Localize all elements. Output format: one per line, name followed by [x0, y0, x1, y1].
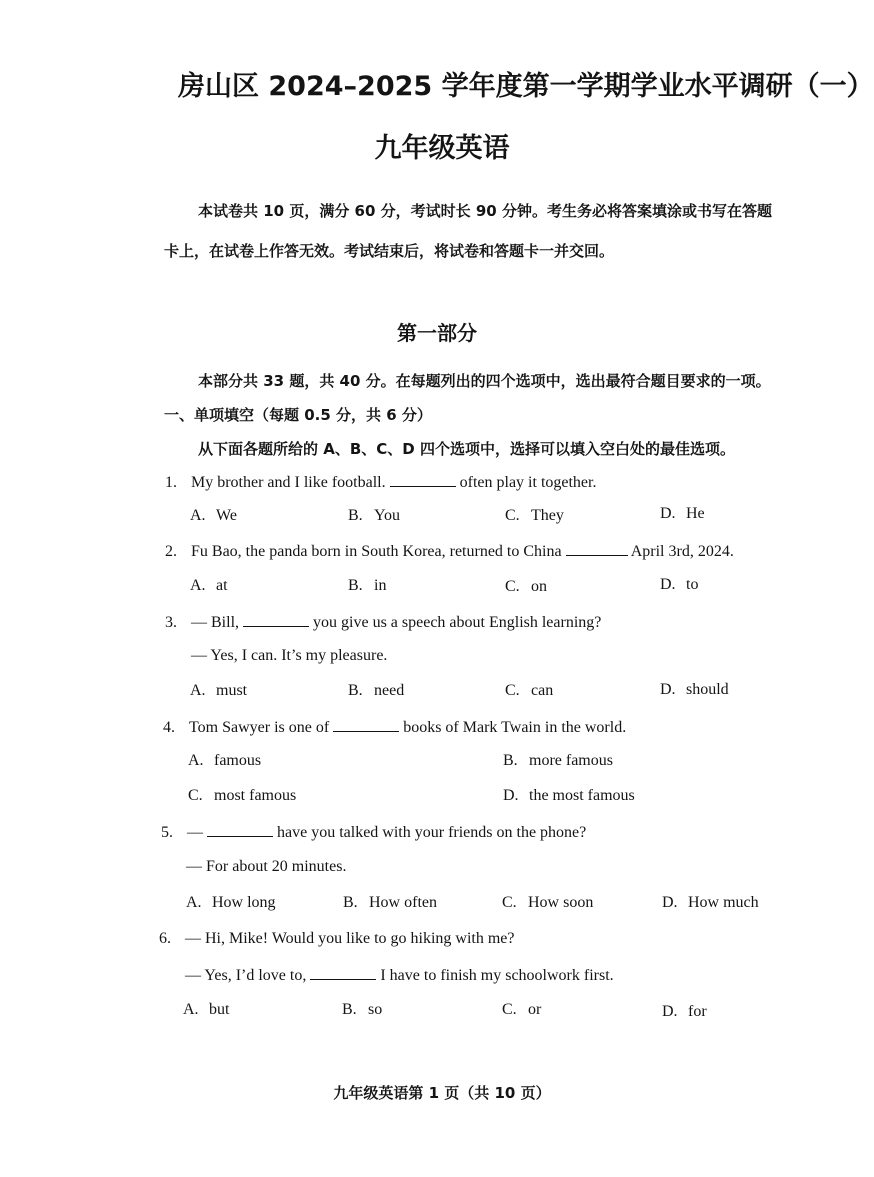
stem-text: My brother and I like football. — [191, 474, 386, 491]
stem-text: April 3rd, 2024. — [630, 543, 734, 560]
option-letter: A. — [183, 1001, 199, 1018]
exam-title: 房山区 2024–2025 学年度第一学期学业水平调研（一） — [178, 71, 874, 102]
option-c — [502, 894, 593, 912]
option-a — [190, 507, 237, 525]
option-text: for — [688, 1003, 707, 1020]
stem-text: Fu Bao, the panda born in South Korea, returned to China — [191, 543, 562, 560]
stem-text: Tom Sawyer is one of — [189, 719, 330, 736]
option-text: the most famous — [529, 787, 635, 804]
option-b — [503, 752, 613, 770]
option-text: so — [368, 1001, 383, 1018]
option-text: need — [374, 682, 405, 699]
option-letter: A. — [190, 682, 206, 699]
option-letter: C. — [502, 894, 517, 911]
option-text: famous — [214, 752, 262, 769]
answer-blank — [243, 612, 309, 627]
stem-text: I have to finish my schoolwork first. — [380, 967, 614, 984]
question-number: 4. — [163, 719, 175, 736]
option-letter: B. — [348, 507, 363, 524]
option-text: They — [531, 507, 564, 524]
answer-blank — [310, 965, 376, 980]
exam-subtitle: 九年级英语 — [374, 133, 510, 164]
option-letter: D. — [662, 894, 678, 911]
option-c — [505, 578, 547, 596]
question-4-stem — [163, 717, 626, 737]
answer-blank — [390, 472, 456, 487]
question-number: 3. — [165, 614, 177, 631]
option-a — [190, 682, 247, 700]
option-text: How soon — [528, 894, 594, 911]
option-text: but — [209, 1001, 230, 1018]
option-letter: B. — [348, 577, 363, 594]
stem-text: you give us a speech about English learning? — [313, 614, 602, 631]
option-b — [342, 1001, 382, 1019]
option-letter: D. — [660, 505, 676, 522]
question-6-reply — [185, 965, 614, 985]
option-text: on — [531, 578, 547, 595]
option-c — [505, 507, 564, 525]
section-title: 一、单项填空（每题 0.5 分，共 6 分） — [164, 406, 432, 424]
option-c — [502, 1001, 541, 1019]
section-instruction: 从下面各题所给的 A、B、C、D 四个选项中，选择可以填入空白处的最佳选项。 — [198, 440, 735, 458]
option-text: How often — [369, 894, 437, 911]
option-text: We — [216, 507, 237, 524]
option-d — [660, 576, 698, 594]
option-text: or — [528, 1001, 542, 1018]
question-3-reply: — Yes, I can. It’s my pleasure. — [191, 647, 388, 664]
answer-blank — [566, 541, 628, 556]
option-text: to — [686, 576, 699, 593]
question-6-stem — [159, 930, 515, 948]
option-letter: C. — [502, 1001, 517, 1018]
notice-line-1: 本试卷共 10 页，满分 60 分，考试时长 90 分钟。考生务必将答案填涂或书写在答题 — [198, 202, 772, 220]
option-b — [343, 894, 437, 912]
question-5-reply: — For about 20 minutes. — [186, 858, 347, 875]
stem-text: — Yes, I’d love to, — [185, 967, 307, 984]
page-footer: 九年级英语第 1 页（共 10 页） — [333, 1084, 551, 1102]
option-text: can — [531, 682, 554, 699]
option-a — [186, 894, 276, 912]
question-number: 1. — [165, 474, 177, 491]
stem-text: — Hi, Mike! Would you like to go hiking with me? — [185, 930, 515, 947]
option-text: more famous — [529, 752, 613, 769]
option-a — [190, 577, 228, 595]
option-letter: A. — [188, 752, 204, 769]
question-3-stem — [165, 612, 601, 632]
option-text: must — [216, 682, 248, 699]
stem-text: have you talked with your friends on the phone? — [277, 824, 587, 841]
option-a — [183, 1001, 229, 1019]
option-letter: B. — [503, 752, 518, 769]
question-2-stem — [165, 541, 734, 561]
option-letter: A. — [190, 507, 206, 524]
stem-text: books of Mark Twain in the world. — [403, 719, 627, 736]
option-letter: C. — [505, 682, 520, 699]
question-number: 2. — [165, 543, 177, 560]
option-b — [348, 507, 400, 525]
option-letter: D. — [660, 576, 676, 593]
option-text: How much — [688, 894, 759, 911]
stem-text: — Bill, — [191, 614, 240, 631]
option-d — [660, 681, 729, 699]
stem-text: often play it together. — [459, 474, 597, 491]
option-b — [348, 682, 404, 700]
option-d — [660, 505, 705, 523]
notice-line-2: 卡上，在试卷上作答无效。考试结束后，将试卷和答题卡一并交回。 — [164, 242, 615, 260]
option-d — [662, 894, 759, 912]
question-1-stem — [165, 472, 596, 492]
question-number: 6. — [159, 930, 171, 947]
option-c — [505, 682, 553, 700]
option-letter: A. — [186, 894, 202, 911]
option-d — [503, 787, 635, 805]
option-letter: A. — [190, 577, 206, 594]
answer-blank — [333, 717, 399, 732]
option-a — [188, 752, 261, 770]
option-letter: C. — [188, 787, 203, 804]
option-letter: D. — [660, 681, 676, 698]
question-5-stem — [161, 822, 586, 842]
option-text: should — [686, 681, 729, 698]
part-intro: 本部分共 33 题，共 40 分。在每题列出的四个选项中，选出最符合题目要求的一项。 — [198, 372, 771, 390]
answer-blank — [207, 822, 273, 837]
question-number: 5. — [161, 824, 173, 841]
option-text: in — [374, 577, 387, 594]
option-letter: D. — [503, 787, 519, 804]
option-letter: B. — [348, 682, 363, 699]
option-letter: B. — [342, 1001, 357, 1018]
option-text: most famous — [214, 787, 297, 804]
option-letter: C. — [505, 578, 520, 595]
option-d — [662, 1003, 707, 1021]
option-b — [348, 577, 386, 595]
option-c — [188, 787, 296, 805]
option-text: You — [374, 507, 400, 524]
option-letter: B. — [343, 894, 358, 911]
stem-text: — — [187, 824, 203, 841]
option-text: He — [686, 505, 705, 522]
part-heading: 第一部分 — [397, 321, 477, 345]
option-letter: C. — [505, 507, 520, 524]
option-text: How long — [212, 894, 276, 911]
option-letter: D. — [662, 1003, 678, 1020]
option-text: at — [216, 577, 228, 594]
